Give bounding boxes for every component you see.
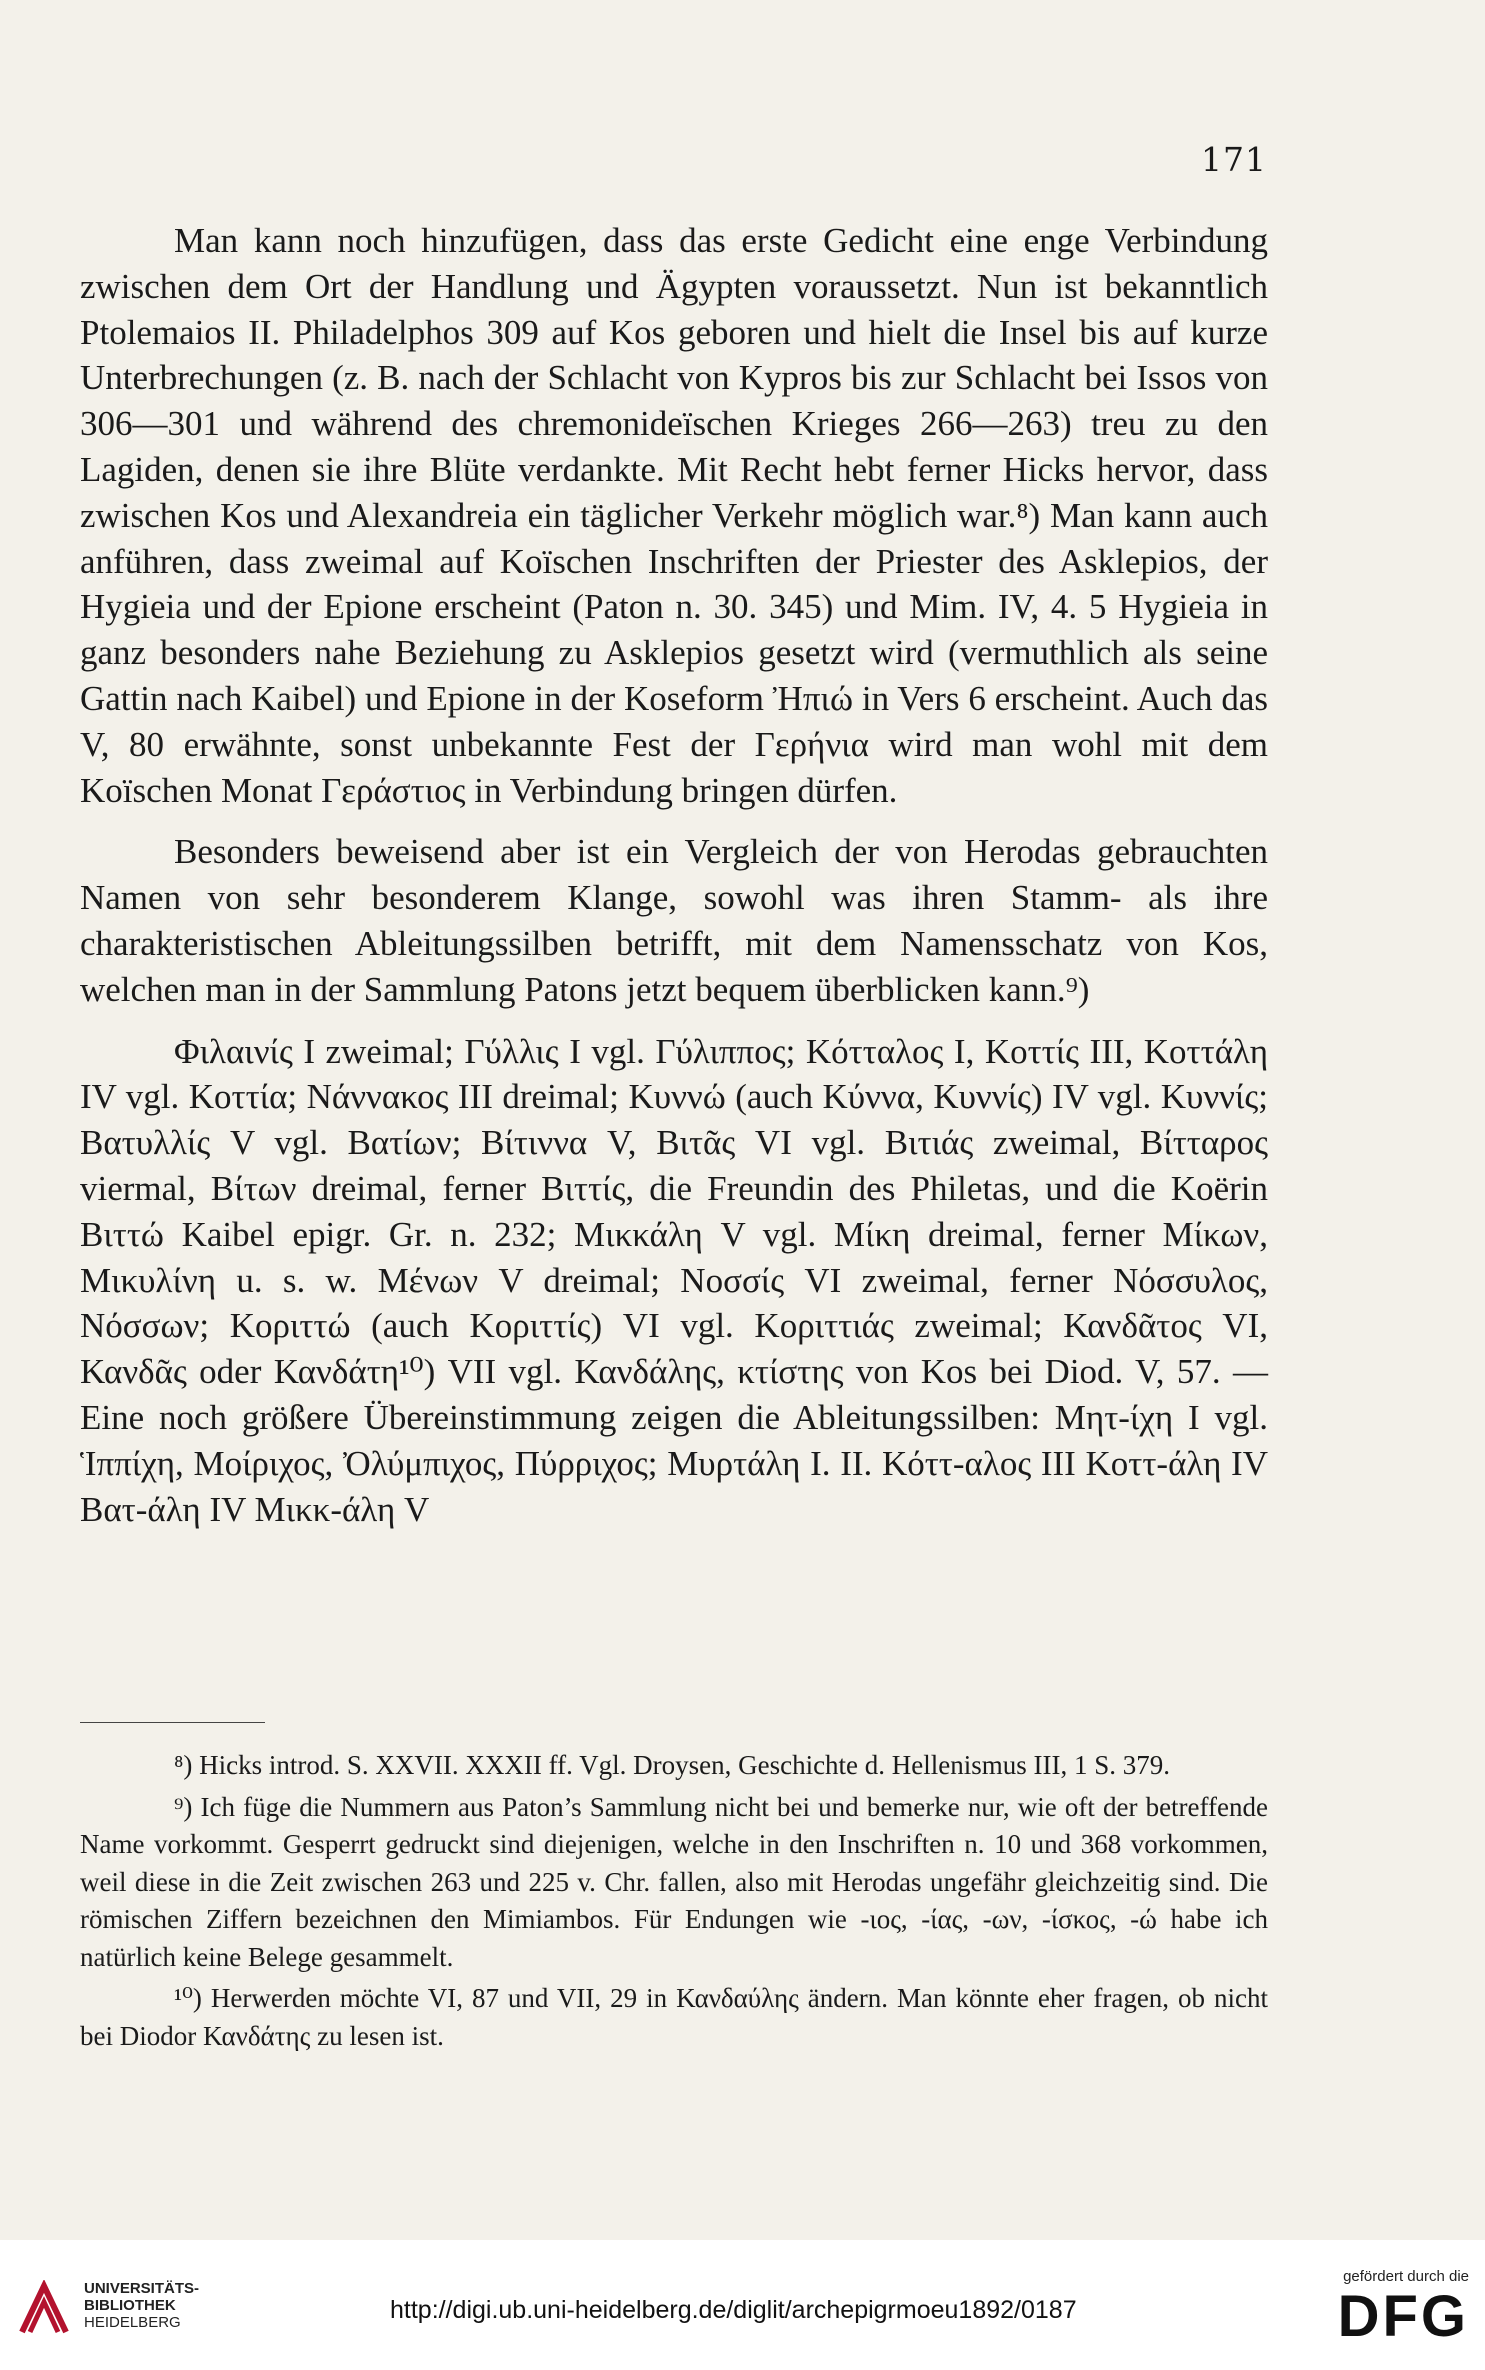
- institution-line-3: HEIDELBERG: [84, 2314, 181, 2331]
- paragraph-1: Man kann noch hinzufügen, dass das erste Gedicht eine enge Verbindung zwischen dem Ort der Handlung und Ägypten voraussetzt. Nun ist bekanntlich Ptolemaios II. Philadelphos 309 auf Kos geboren und hielt die Insel bis auf kurze Unterbrechungen (z. B. nach der Schlacht von Kypros bis zur Schlacht bei Issos von 306—301 und während des chremonideïschen Krieges 266—263) treu zu den Lagiden, denen sie ihre Blüte verdankte. Mit Recht hebt ferner Hicks hervor, dass zwischen Kos und Alexandreia ein täglicher Verkehr möglich war.⁸) Man kann auch anführen, dass zweimal auf Koïschen Inschriften der Priester des Asklepios, der Hygieia und der Epione erscheint (Paton n. 30. 345) und Mim. IV, 4. 5 Hygieia in ganz besonders nahe Beziehung zu Asklepios gesetzt wird (vermuthlich als seine Gattin nach Kaibel) und Epione in der Koseform Ἠπιώ in Vers 6 erscheint. Auch das V, 80 erwähnte, sonst unbekannte Fest der Γερήνια wird man wohl mit dem Koïschen Monat Γεράστιος in Verbindung bringen dürfen.: [80, 221, 1268, 810]
- institution-line-2: BIBLIOTHEK: [84, 2297, 176, 2314]
- library-logo-icon: [14, 2280, 74, 2340]
- digitization-footer: [0, 2240, 1485, 2370]
- permalink-url[interactable]: http://digi.ub.uni-heidelberg.de/diglit/archepigrmoeu1892/0187: [390, 2296, 1077, 2324]
- footnote-divider: [80, 1722, 265, 1723]
- footnote-8: ⁸) Hicks introd. S. XXVII. XXXII ff. Vgl. Droysen, Geschichte d. Hellenismus III, 1 S. 379.: [174, 1750, 1171, 1780]
- page-number: 171: [1201, 140, 1267, 179]
- main-text: [80, 218, 1268, 1548]
- footnote-10: ¹⁰) Herwerden möchte VI, 87 und VII, 29 in Κανδαύλης ändern. Man könnte eher fragen, ob nicht bei Diodor Κανδάτης zu lesen ist.: [80, 1983, 1268, 2051]
- paragraph-3: Φιλαινίς I zweimal; Γύλλις I vgl. Γύλιππος; Κότταλος I, Κοττίς III, Κοττάλη IV vgl. Κοττία; Νάννακος III dreimal; Κυννώ (auch Κύννα, Κυννίς) IV vgl. Κυννίς; Βατυλλίς V vgl. Βατίων; Βίτιννα V, Βιτᾶς VI vgl. Βιτιάς zweimal, Βίτταρος viermal, Βίτων dreimal, ferner Βιττίς, die Freundin des Philetas, und die Koërin Βιττώ Kaibel epigr. Gr. n. 232; Μικκάλη V vgl. Μίκη dreimal, ferner Μίκων, Μικυλίνη u. s. w. Μένων V dreimal; Νοσσίς VI zweimal, ferner Νόσσυλος, Νόσσων; Κοριττώ (auch Κοριττίς) VI vgl. Κοριττιάς zweimal; Κανδᾶτος VI, Κανδᾶς oder Κανδάτη¹⁰) VII vgl. Κανδάλης, κτίστης von Kos bei Diod. V, 57. — Eine noch größere Übereinstimmung zeigen die Ableitungssilben: Μητ-ίχη I vgl. Ἱππίχη, Μοίριχος, Ὀλύμπιχος, Πύρριχος; Μυρτάλη I. II. Κόττ-αλος III Κοττ-άλη IV Βατ-άλη IV Μικκ-άλη V: [80, 1031, 1268, 1529]
- institution-line-1: UNIVERSITÄTS-: [84, 2280, 200, 2297]
- institution-name: [84, 2280, 199, 2331]
- dfg-logo: DFG: [1337, 2284, 1469, 2349]
- funding-label: gefördert durch die: [1343, 2268, 1469, 2285]
- footnotes: [80, 1747, 1268, 2059]
- footnote-9: ⁹) Ich füge die Nummern aus Paton’s Sammlung nicht bei und bemerke nur, wie oft der betreffende Name vorkommt. Gesperrt gedruckt sind diejenigen, welche in den Inschriften n. 10 und 368 vorkommen, weil diese in die Zeit zwischen 263 und 225 v. Chr. fallen, also mit Herodas ungefähr gleichzeitig sind. Die römischen Ziffern bezeichnen den Mimiambos. Für Endungen wie -ιος, -ίας, -ων, -ίσκος, -ώ habe ich natürlich keine Belege gesammelt.: [80, 1791, 1268, 1972]
- paragraph-2: Besonders beweisend aber ist ein Vergleich der von Herodas gebrauchten Namen von sehr besonderem Klange, sowohl was ihren Stamm- als ihre charakteristischen Ableitungssilben betrifft, mit dem Namensschatz von Kos, welchen man in der Sammlung Patons jetzt bequem überblicken kann.⁹): [80, 832, 1268, 1009]
- funding-notice: [1299, 2268, 1469, 2349]
